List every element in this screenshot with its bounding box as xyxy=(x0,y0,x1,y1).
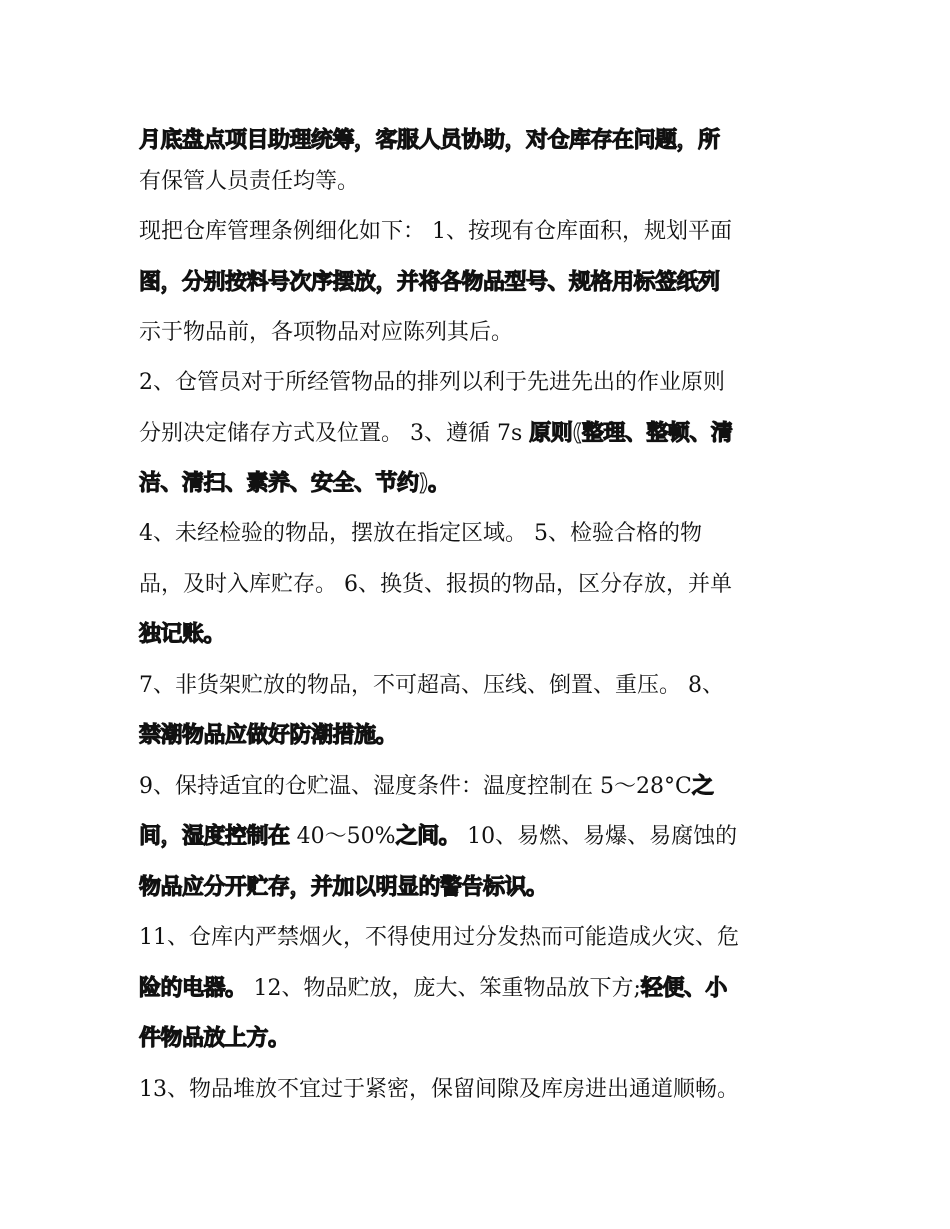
outlined-text-segment: 间，湿度控制在 xyxy=(139,824,297,849)
text-segment: 13、物品堆放不宜过于紧密，保留间隙及库房进出通道顺畅。 xyxy=(139,1077,739,1102)
text-line xyxy=(139,519,702,549)
outlined-text-segment: 件物品放上方。 xyxy=(139,1026,290,1051)
text-segment: 40～50% xyxy=(296,824,396,849)
text-line xyxy=(139,268,720,298)
text-line xyxy=(139,469,450,499)
text-line xyxy=(139,318,513,348)
outlined-text-segment: 禁潮物品应做好防潮措施。 xyxy=(139,723,398,748)
text-line xyxy=(139,1024,290,1054)
outlined-text-segment: 险的电器。 xyxy=(139,976,247,1001)
text-line xyxy=(139,772,713,802)
text-segment: 有保管人员责任均等。 xyxy=(139,169,360,194)
text-line xyxy=(139,570,732,600)
text-line xyxy=(139,217,732,247)
outlined-text-segment: 轻便、小 xyxy=(640,976,727,1001)
text-segment: 4、未经检验的物品，摆放在指定区域。 5、检验合格的物 xyxy=(139,521,702,546)
outlined-text-segment: 原则(整理、整顿、清 xyxy=(529,421,733,446)
text-line xyxy=(139,822,737,852)
text-segment: 9、保持适宜的仓贮温、湿度条件：温度控制在 5～28°C xyxy=(139,774,692,799)
outlined-text-segment: 独记账。 xyxy=(139,622,226,647)
text-line xyxy=(139,873,548,903)
text-segment: 11、仓库内严禁烟火，不得使用过分发热而可能造成火灾、危 xyxy=(139,925,739,950)
text-line xyxy=(139,671,724,701)
text-line xyxy=(139,1075,739,1105)
outlined-text-segment: 之间。 xyxy=(395,824,461,849)
text-segment: 7、非货架贮放的物品，不可超高、压线、倒置、重压。 8、 xyxy=(139,673,724,698)
text-segment: 示于物品前，各项物品对应陈列其后。 xyxy=(139,320,514,345)
text-segment: 现把仓库管理条例细化如下： 1、按现有仓库面积，规划平面 xyxy=(139,219,732,244)
text-line xyxy=(139,923,739,953)
outlined-text-segment: 洁、清扫、素养、安全、节约)。 xyxy=(139,471,450,496)
text-line xyxy=(139,368,725,398)
text-line xyxy=(139,620,225,650)
outlined-text-segment: 物品应分开贮存，并加以明显的警告标识。 xyxy=(139,875,548,900)
text-line xyxy=(139,974,727,1004)
outlined-text-segment: 图，分别按料号次序摆放，并将各物品型号、规格用标签纸列 xyxy=(139,270,720,295)
text-segment: 10、易燃、易爆、易腐蚀的 xyxy=(460,824,738,849)
text-segment: 2、仓管员对于所经管物品的排列以利于先进先出的作业原则 xyxy=(139,370,725,395)
text-segment: 12、物品贮放，庞大、笨重物品放下方; xyxy=(246,976,641,1001)
text-segment: 分别决定储存方式及位置。 3、遵循 7s xyxy=(139,421,530,446)
text-line xyxy=(139,419,732,449)
text-line xyxy=(139,721,397,751)
text-segment: 品，及时入库贮存。 6、换货、报损的物品，区分存放，并单 xyxy=(139,572,732,597)
text-line xyxy=(139,126,720,156)
text-line xyxy=(139,167,359,197)
outlined-text-segment: 之 xyxy=(691,774,714,799)
outlined-text-segment: 月底盘点项目助理统筹，客服人员协助，对仓库存在问题，所 xyxy=(139,128,720,153)
